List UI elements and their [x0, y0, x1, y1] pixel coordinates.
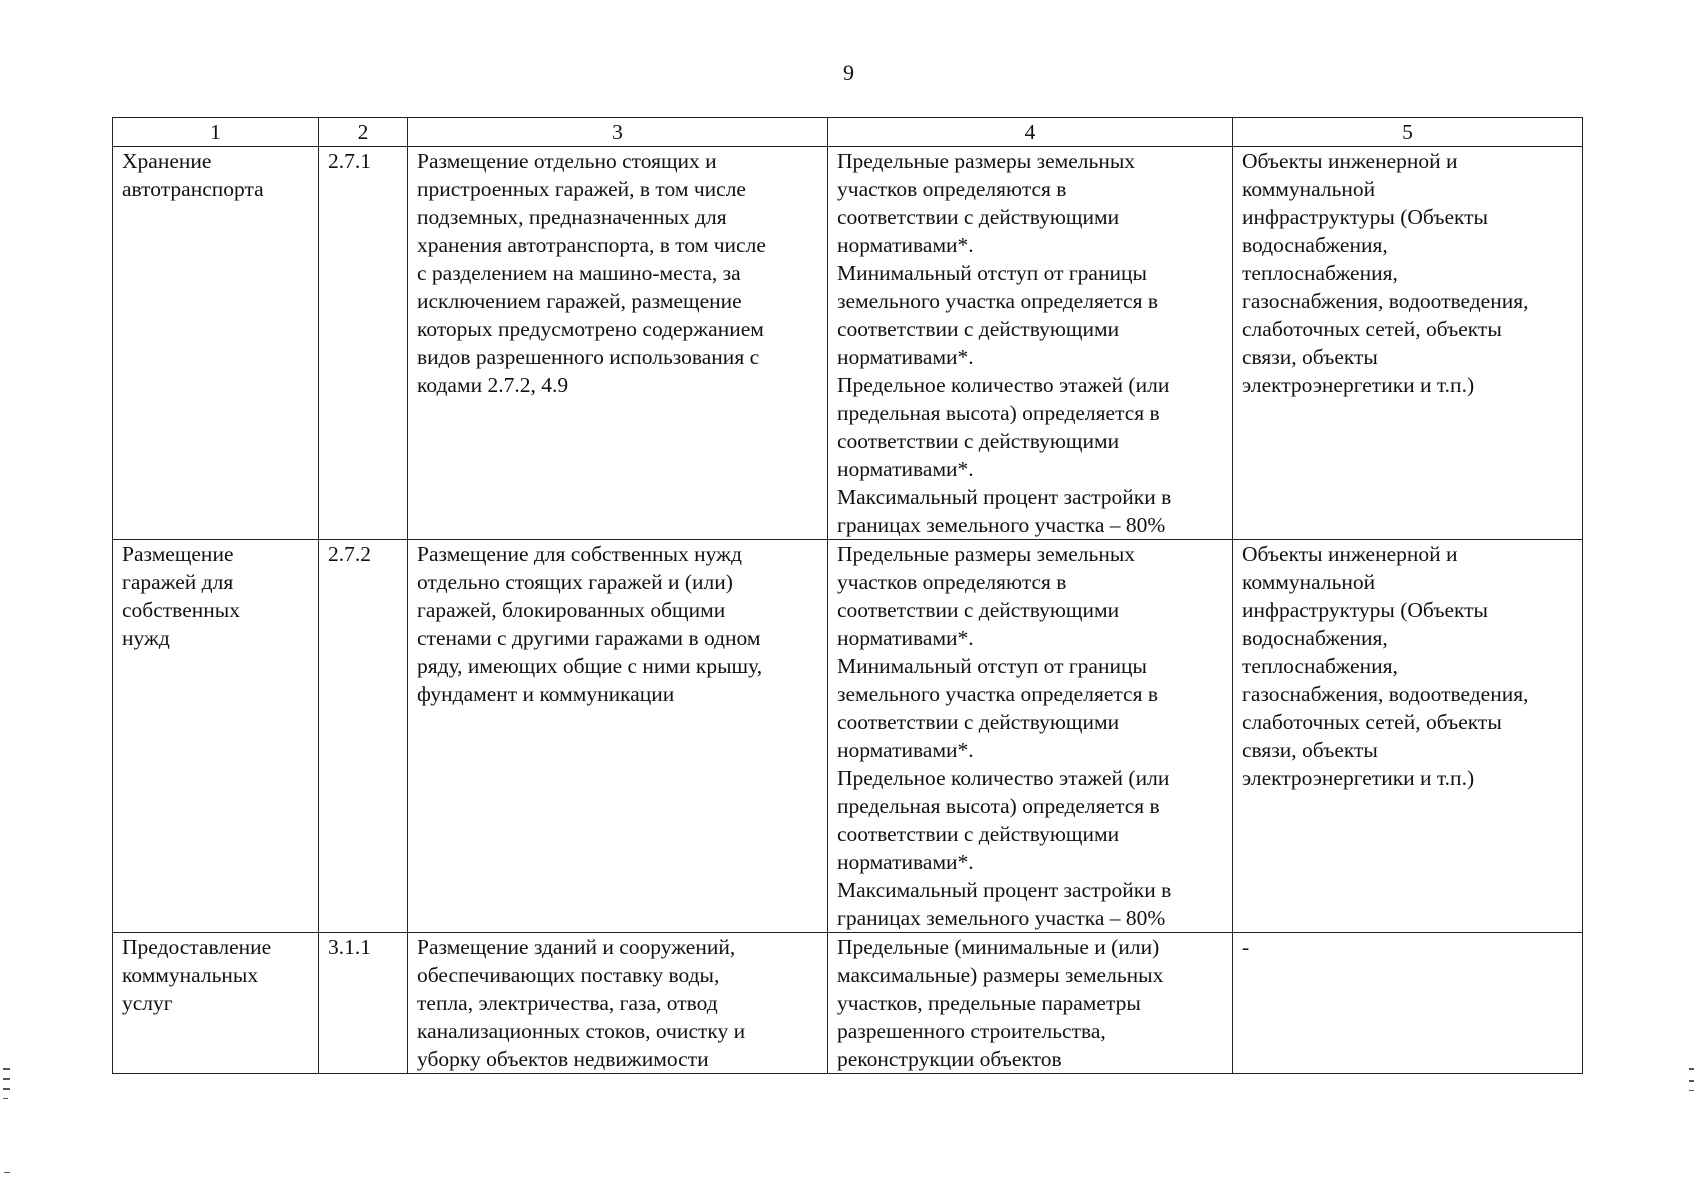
table-header-row	[113, 118, 1583, 147]
use-type-name: Размещение гаражей для собственных нужд	[113, 540, 319, 933]
use-type-parameters: Предельные размеры земельных участков определяются в соответствии с действующими нормативами*. Минимальный отступ от границы земельного участка определяется в соответствии с действующими нормативами*. Предельное количество этажей (или предельная высота) определяется в соответствии с действующими нормативами*. Максимальный процент застройки в границах земельного участка – 80%	[828, 540, 1233, 933]
use-type-description: Размещение зданий и сооружений, обеспечивающих поставку воды, тепла, электричества, газа, отвод канализационных стоков, очистку и уборку объектов недвижимости	[408, 933, 828, 1074]
use-type-parameters: Предельные размеры земельных участков определяются в соответствии с действующими нормативами*. Минимальный отступ от границы земельного участка определяется в соответствии с действующими нормативами*. Предельное количество этажей (или предельная высота) определяется в соответствии с действующими нормативами*. Максимальный процент застройки в границах земельного участка – 80%	[828, 147, 1233, 540]
scan-artifact-right	[1689, 1090, 1694, 1091]
table-row	[113, 933, 1583, 1074]
use-type-auxiliary: Объекты инженерной и коммунальной инфраструктуры (Объекты водоснабжения, теплоснабжения, газоснабжения, водоотведения, слаботочных сетей, объекты связи, объекты электроэнергетики и т.п.)	[1233, 147, 1583, 540]
scan-artifact-left	[3, 1068, 10, 1070]
use-type-code: 2.7.2	[319, 540, 408, 933]
scan-artifact-bottom	[4, 1172, 10, 1173]
use-type-name: Хранение автотранспорта	[113, 147, 319, 540]
use-type-code: 2.7.1	[319, 147, 408, 540]
use-type-auxiliary: Объекты инженерной и коммунальной инфраструктуры (Объекты водоснабжения, теплоснабжения, газоснабжения, водоотведения, слаботочных сетей, объекты связи, объекты электроэнергетики и т.п.)	[1233, 540, 1583, 933]
column-number-4: 4	[828, 118, 1233, 147]
column-number-3: 3	[408, 118, 828, 147]
scan-artifact-left	[3, 1078, 10, 1080]
land-use-table	[112, 117, 1583, 1074]
page-number: 9	[843, 60, 854, 85]
use-type-auxiliary: -	[1233, 933, 1583, 1074]
column-number-1: 1	[113, 118, 319, 147]
scan-artifact-left	[3, 1098, 8, 1099]
column-number-5: 5	[1233, 118, 1583, 147]
scan-artifact-right	[1689, 1080, 1694, 1082]
scan-artifact-right	[1689, 1068, 1694, 1070]
use-type-description: Размещение отдельно стоящих и пристроенных гаражей, в том числе подземных, предназначенных для хранения автотранспорта, в том числе с разделением на машино-места, за исключением гаражей, размещение которых предусмотрено содержанием видов разрешенного использования с кодами 2.7.2, 4.9	[408, 147, 828, 540]
use-type-description: Размещение для собственных нужд отдельно стоящих гаражей и (или) гаражей, блокированных общими стенами с другими гаражами в одном ряду, имеющих общие с ними крышу, фундамент и коммуникации	[408, 540, 828, 933]
table-row	[113, 540, 1583, 933]
use-type-code: 3.1.1	[319, 933, 408, 1074]
use-type-name: Предоставление коммунальных услуг	[113, 933, 319, 1074]
table-row	[113, 147, 1583, 540]
scan-artifact-left	[3, 1088, 10, 1090]
use-type-parameters: Предельные (минимальные и (или) максимальные) размеры земельных участков, предельные параметры разрешенного строительства, реконструкции объектов	[828, 933, 1233, 1074]
column-number-2: 2	[319, 118, 408, 147]
